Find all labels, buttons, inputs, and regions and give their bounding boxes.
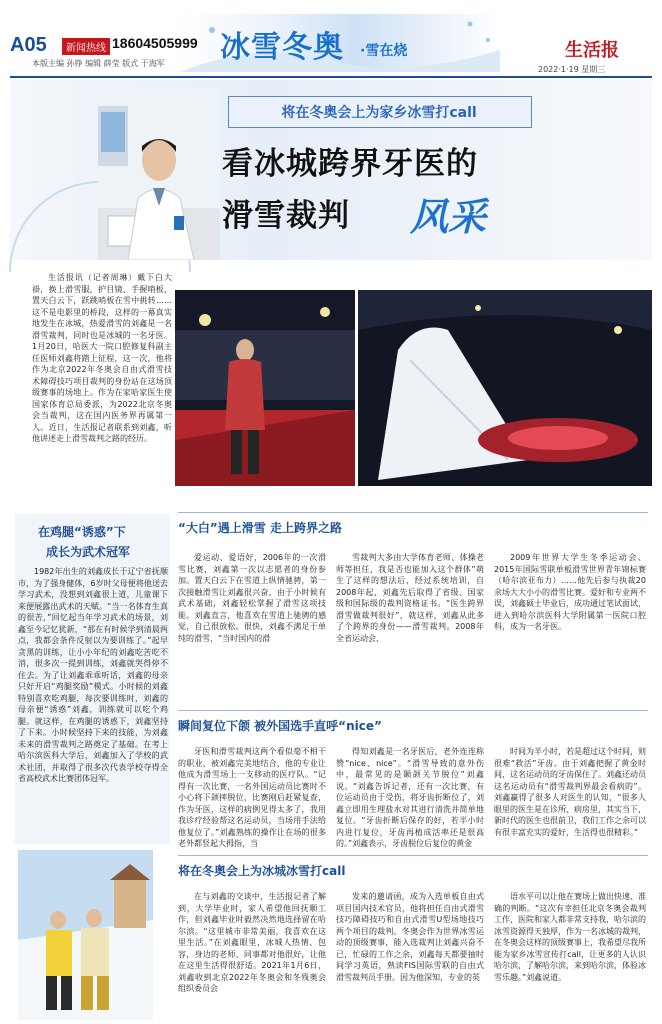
section-divider <box>178 710 648 711</box>
section-2-column-2: 得知刘鑫是一名牙医后，老外连连称赞“nice、nice”。“滑雪导致的意外伤中，最常见的是颞颌关节脱位”刘鑫说。“刘鑫告诉记者，还有一次比赛，有位运动员由于受伤，将牙齿折断位了，刘鑫立即用生理盐水对其进行清洗并简单地复位。“牙齿折断后保存的好，若半小时内进行复位，牙齿再植成活率还是很高的。”刘鑫表示，牙齿脱位后复位的黄金 <box>336 747 484 848</box>
editor-credits: 本版主编 孙铮 编辑 薛莹 版式 于海军 <box>32 59 165 68</box>
intro-paragraph: 生活报讯（记者周琳）戴下白大褂，换上滑雪服，护目镜、手握哨板，置天白云下，跃跳哨板在雪中挑转……这不是电影里的桥段，这样的一幕真实地发生在冰城，热爱滑雪的刘鑫是一名滑雪裁判，同时也是冰城的一名牙医。1月20日，哈医大一院口腔修复科副主任医师刘鑫将踏上征程，这一次，他将作为北京2022年冬奥会自由式滑雪技术障碍技巧项目裁判的身份站在这场顶级赛事的场地上。作为在家哈家医生使国家体育总局委派，为2022北京冬奥会当裁判，这在国内医务界再属第一人。近日，生活报记者联系到刘鑫，听他讲述走上滑雪裁判之路的经历。 <box>32 273 172 443</box>
ski-slope-photo <box>18 850 153 1020</box>
section-divider <box>178 855 648 856</box>
section-1-column-3: 2009年世界大学生冬季运动会、2015年国际雪联单板滑雪世界青年锦标赛（哈尔滨亚布力）……他先后参与执裁20余场大大小小的滑雪比赛。爱好和专业两不误，刘鑫硕士毕业后，成功通过笔试面试，进入到哈尔滨医科大学附属第一医院口腔科，成为一名牙医。 <box>494 553 646 631</box>
ski-jump-venue-photo <box>358 290 652 486</box>
section-divider <box>178 512 648 513</box>
hotline-number: 18604505999 <box>112 35 198 51</box>
column-title: 冰雪冬奥 <box>220 30 344 65</box>
dentist-portrait-photo <box>98 88 220 260</box>
side-story-text: 1982年出生的刘鑫成长于辽宁省抚顺市，为了强身健体，6岁时父母便将他送去学习武术，没想到刘鑫很上道，儿童课下来便展露出武术的天赋。“当一名体育生真的很苦，”回忆起当年学习武术的场景，刘鑫至今记忆犹新，“那在有时候学到清晨两点，我都会条件反射以为要训练了。”起早贪黑的训练，让小小年纪的刘鑫吃苦吃不消，很多次一提到训练，刘鑫就哭得停不住去。为了让刘鑫乖乖听话，刘鑫的母亲只好开启“鸡腿奖励”模式。小时候的刘鑫特别喜欢吃鸡腿，每次要训练时，刘鑫的母亲便“诱惑”刘鑫，训练就可以吃个鸡腿。就这样，在鸡腿的诱惑下，刘鑫坚持了下来。小时候坚持下来的技能，为刘鑫未来的滑雪裁判之路奠定了基础。在考上哈尔滨医科大学后，刘鑫加入了学校的武术社团，并取得了很多次代表学校夺得全省高校武术比赛团体冠军。 <box>18 567 168 783</box>
section-3-heading: 将在冬奥会上为冰城冰雪打call <box>178 864 346 878</box>
page-number: A05 <box>10 34 47 56</box>
referee-stadium-photo <box>175 290 355 486</box>
kicker: 将在冬奥会上为家乡冰雪打call <box>281 105 477 121</box>
section-2-column-3: 时间为半小时，若是超过这个时间，则很难“救活”牙齿。由于刘鑫把握了黄金时间，这名运动员的牙齿保住了。刘鑫还动员这名运动员有“滑雪裁判界最会看病的”。刘鑫赢得了很多人对医生的认知，“很多人眼里的医生是在诊所、病房里，其实当下，新时代的医生也很前卫，我们工作之余可以有很丰富充实的爱好，生活得也很精彩。” <box>494 747 646 837</box>
section-2-column-1: 牙医和滑雪裁判这两个看似毫不相干的职业，被刘鑫完美地结合，他的专业让他成为滑雪场上一支移动的医疗队。“记得有一次比赛，一名外国运动员比赛时不小心将下颌摔脱位，比赛刚后赶紧复查，作为牙医，这样的病例见得太多了，我用我诊疗经验帮这名运动员，当场用手法给他复位了。”刘鑫熟练的操作让在场的很多老外都竖起大拇指，当 <box>178 747 326 848</box>
issue-date: 2022·1·19 星期三 <box>538 65 606 74</box>
section-3-column-1: 在与刘鑫的交谈中，生活报记者了解到，大学毕业时，家人希望他回抚顺工作，但刘鑫毕业时毅然决然地选择留在哈尔滨。“这里城市非常美丽，我喜欢在这里生活。”在刘鑫眼里，冰城人热情、包容，身边的老师、同事都对他很好，让他在这里生活得很舒适。2021年1月6日，刘鑫收到北京2022年冬奥会和冬残奥会组织委员会 <box>178 892 326 993</box>
section-1-column-2: 雪裁判大多由大学体育老师、体操老师等担任，我是否也能加入这个群体”萌生了这样的想法后，经过系统培训，自2008年起，刘鑫先后取得了省级、国家级和国际级的裁判资格证书。“医生跨界滑雪做裁判很好”，就这样，刘鑫从此多了个跨界的身份——滑雪裁判。2008年全省运动会、 <box>336 553 484 643</box>
headline-line-1: 看冰城跨界牙医的 <box>222 146 478 182</box>
section-1-heading: “大白”遇上滑雪 走上跨界之路 <box>178 521 342 535</box>
side-story-heading-line-1: 在鸡腿“诱惑”下 <box>38 525 126 539</box>
hotline-tag: 新闻热线 <box>62 38 110 55</box>
headline-line-2: 滑雪裁判 <box>222 198 350 234</box>
section-3-column-2: 发来的邀请函，成为入选单板自由式项目国内技术官员，他将担任自由式滑雪技巧障碍技巧和自由式滑雪U型场地技巧两个项目的裁判。冬奥会作为世界冰雪运动的顶级赛事，能入选裁判让刘鑫兴奋不已，忙碌的工作之余，刘鑫每天都要抽时间学习英语，熟读FIS国际雪联的自由式滑雪裁判员手册。因为他深知，专业的英 <box>336 892 484 982</box>
header-rule <box>10 76 652 78</box>
paper-name: 生活报 <box>565 40 619 61</box>
section-1-column-1: 爱运动、爱语好，2006年的一次滑雪比赛，刘鑫第一次以志愿者的身份参加。置天白云下在雪道上纵情驰骋，第一次接触滑雪让刘鑫很兴奋，由于小时候有武术基础，刘鑫轻松掌握了滑雪这项技能。刘鑫直言，他喜欢在雪道上驰骋的感觉，自己很放松。很快，刘鑫不满足于单纯的滑雪，“当时国内的滑 <box>178 553 326 643</box>
headline-accent: 风采 <box>410 195 487 239</box>
column-subtitle: ·雪在烧 <box>360 43 408 59</box>
side-story-heading-line-2: 成长为武术冠军 <box>46 545 131 559</box>
section-2-heading: 瞬间复位下颌 被外国选手直呼“nice” <box>178 719 382 733</box>
section-3-column-3: 语水平可以让他在赛场上做出快速、准确的判断。“这次有幸担任北京冬奥会裁判工作，医院和家人都非常支持我，哈尔滨的冰雪资源得天独厚，作为一名冰城的裁判，在冬奥会这样的顶级赛事上，我希望尽我所能为家乡冰雪宣传打call，让更多的人认识哈尔滨，了解哈尔滨，来到哈尔滨，体验冰雪乐趣。”刘鑫说道。 <box>494 892 646 982</box>
